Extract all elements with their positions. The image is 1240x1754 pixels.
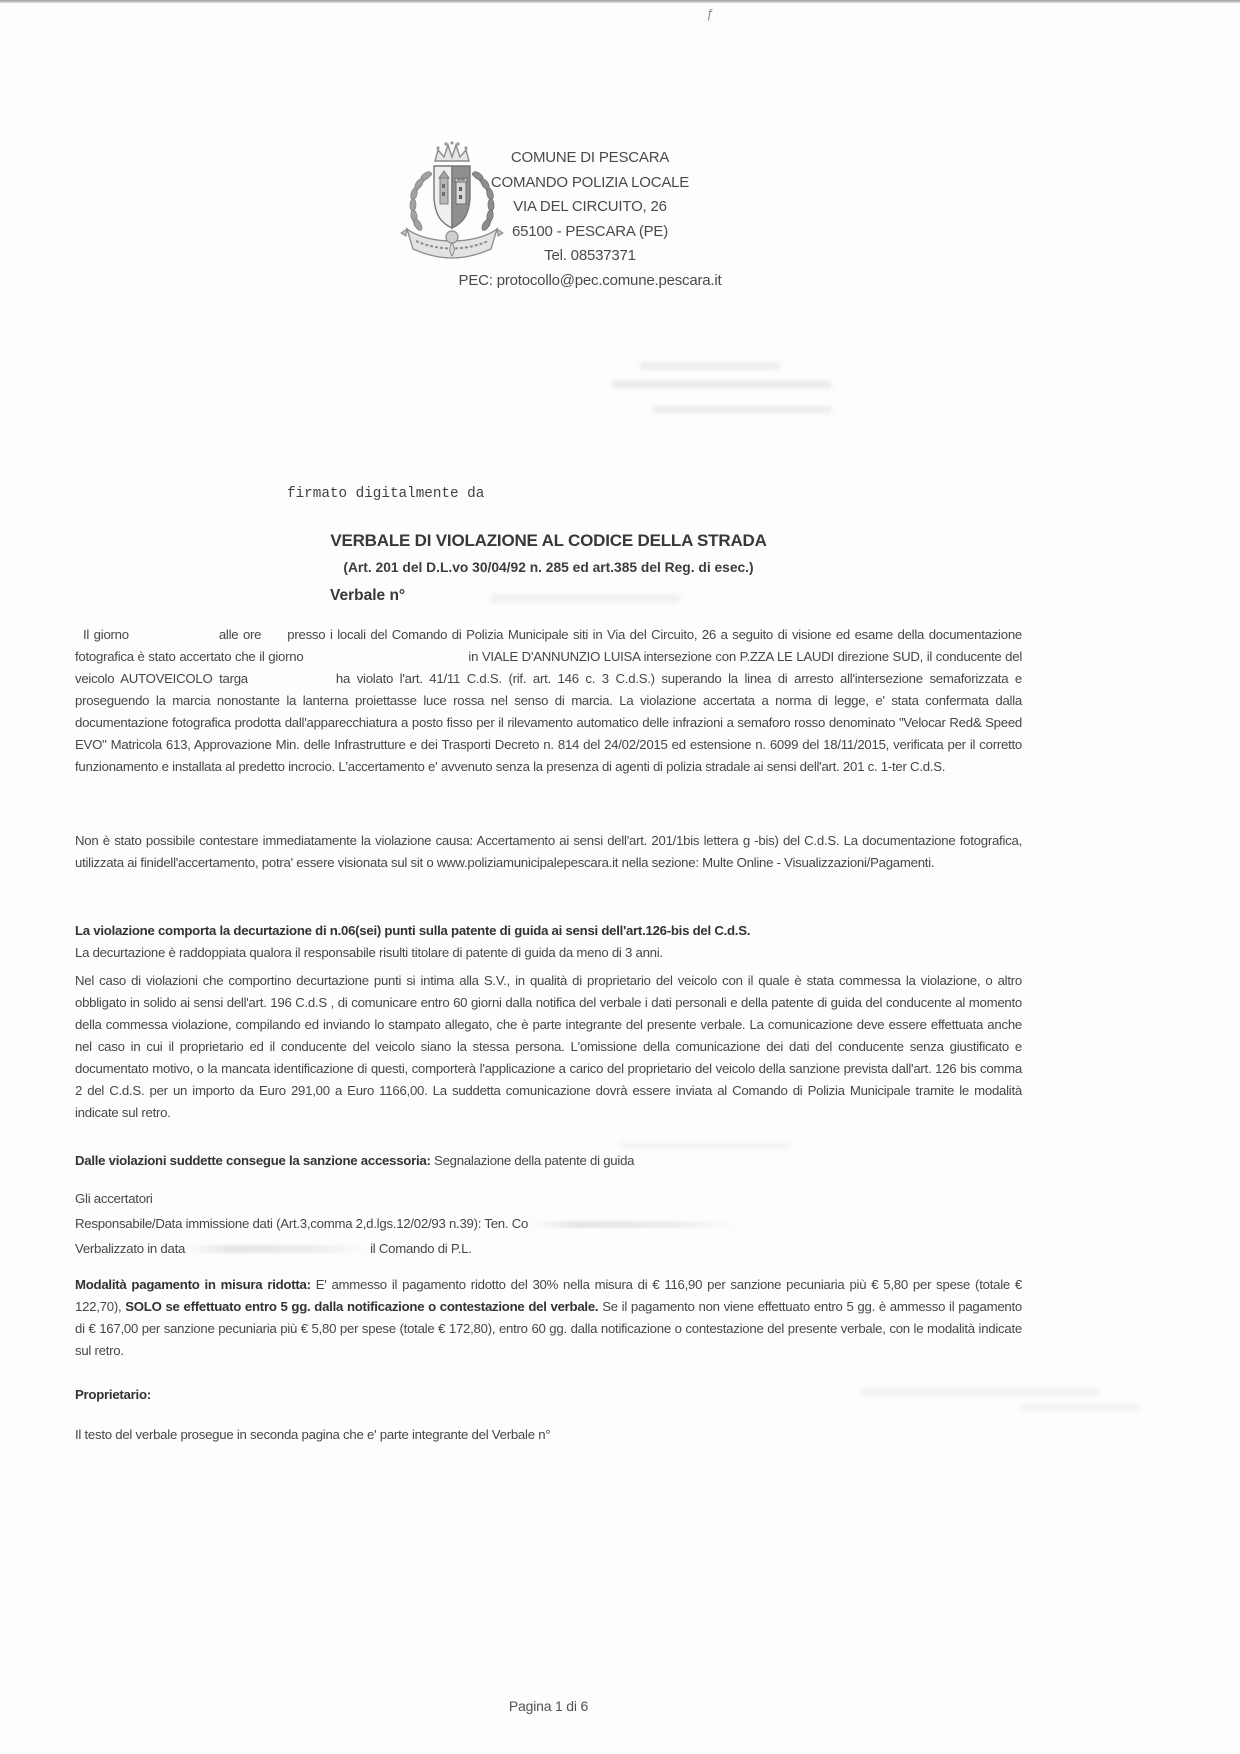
- redaction-smudge: [612, 381, 832, 388]
- payment-terms-paragraph: [75, 1274, 1022, 1362]
- owner-communication-paragraph: Nel caso di violazioni che comportino decurtazione punti si intima alla S.V., in qualità di proprietario del veicolo con il quale è stata commessa la violazione, o altro obbligato in solido ai sensi dell'art. 196 C.d.S , di comunicare entro 60 giorni dalla notifica del verbale i dati personali e della patente di guida del conducente al momento della commessa violazione, compilando ed inviando lo stampato allegato, che è parte integrante del presente verbale. La comunicazione deve essere effettuata anche nel caso in cui il proprietario ed il conducente del veicolo siano la stessa persona. L'omissione della comunicazione dei dati del conducente senza giustificato e documentato motivo, o la mancata identificazione di questi, comporterà l'applicazione a carico del proprietario del veicolo della sanzione prevista dall'art. 126 bis comma 2 del C.d.S. per un importo da Euro 291,00 a Euro 1166,00. La suddetta comunicazione dovrà essere inviata al Comando di Polizia Municipale tramite le modalità indicate sul retro.: [75, 973, 1022, 1120]
- redaction-smudge: [1020, 1404, 1140, 1410]
- payment-heading: Modalità pagamento in misura ridotta:: [75, 1277, 311, 1292]
- payment-text-2: Se il pagamento non viene effettuato entro 5 gg. è ammesso il pagamento di € 167,00 per sanzione pecuniaria più € 5,80 per spese (totale € 172,80), entro 60 gg. dalla notificazione o contestazione del presente verbale, con le modalità indicate sul retro.: [75, 1299, 1022, 1358]
- no-immediate-contest-paragraph: Non è stato possibile contestare immediatamente la violazione causa: Accertamento ai sensi dell'art. 201/1bis lettera g -bis) del C.d.S. La documentazione fotografica, utilizzata ai finidell'accertamento, potra' essere visionata sul sit o www.poliziamunicipalepescara.it nella sezione: Multe Online - Visualizzazioni/Pagamenti.: [75, 833, 1022, 870]
- p1-text-2: in VIALE D'ANNUNZIO LUISA intersezione con P.ZZA LE LAUDI direzione SUD, il conducente del veicolo AUTOVEICOLO targa: [75, 649, 1022, 686]
- p1-text-3: ha violato l'art. 41/11 C.d.S. (rif. art. 146 c. 3 C.d.S.) superando la linea di arresto all'intersezione semaforizzata e proseguendo la marcia nonostante la lanterna proiettasse luce rossa nel senso di marcia. La violazione accertata a norma di legge, e' stata confermata dalla documentazione fotografica prodotta dall'apparecchiatura a posto fisso per il rilevamento automatico delle infrazioni a semaforo rosso denominato "Velocar Red& Speed EVO" Matricola 613, Approvazione Min. delle Infrastrutture e dei Trasporti Decreto n. 814 del 24/02/2015 ed estensione n. 6099 del 18/11/2015, verificata per il corretto funzionamento e installata al predetto incrocio. L'accertamento e' avvenuto senza la presenza di agenti di polizia stradale ai sensi dell'art. 201 c. 1-ter C.d.S.: [75, 671, 1023, 774]
- points-deduction-statement: La violazione comporta la decurtazione di n.06(sei) punti sulla patente di guida ai sensi dell'art.126-bis del C.d.S.: [75, 923, 751, 938]
- payment-text-1: E' ammesso il pagamento ridotto del 30% nella misura di € 116,90 per sanzione pecuniaria più € 5,80 per spese (totale € 122,70),: [75, 1277, 1022, 1314]
- p1-day-label: Il giorno: [83, 627, 129, 642]
- data-entry-officer-line: [75, 1213, 1022, 1235]
- license-points-section: [75, 920, 1022, 1124]
- owner-label: Proprietario:: [75, 1387, 151, 1402]
- document-title: VERBALE DI VIOLAZIONE AL CODICE DELLA STRADA: [330, 531, 767, 550]
- verbalized-date-line: [75, 1238, 1022, 1260]
- verbale-number-label: Verbale n°: [330, 587, 406, 604]
- violation-description-paragraph: [75, 624, 1022, 778]
- document-subtitle: (Art. 201 del D.L.vo 30/04/92 n. 285 ed art.385 del Reg. di esec.): [343, 560, 754, 575]
- accessory-sanction-value: Segnalazione della patente di guida: [430, 1153, 635, 1168]
- accessory-sanction-line: [75, 1150, 1022, 1172]
- redaction-smudge: [652, 406, 832, 413]
- p1-text-1: presso i locali del Comando di Polizia Municipale siti in Via del Circuito, 26 a seguito di visione ed esame della documentazione fotografica è stato accertato che il giorno: [75, 627, 1022, 664]
- letterhead: [400, 146, 780, 294]
- org-department: COMANDO POLIZIA LOCALE: [490, 173, 690, 191]
- digital-signature-note: firmato digitalmente da: [287, 486, 485, 502]
- redaction-smudge: [620, 1142, 790, 1149]
- redacted-officer-name: [528, 1221, 738, 1228]
- scan-edge-artifact: [0, 0, 1240, 3]
- points-doubled-statement: La decurtazione è raddoppiata qualora il responsabile risulti titolare di patente di guida da meno di 3 anni.: [75, 945, 663, 960]
- officer-label: Responsabile/Data immissione dati (Art.3,comma 2,d.lgs.12/02/93 n.39): Ten. Co: [75, 1216, 529, 1231]
- payment-deadline-emphasis: SOLO se effettuato entro 5 gg. dalla notificazione o contestazione del verbale.: [125, 1299, 599, 1314]
- verbalized-label: Verbalizzato in data: [75, 1241, 186, 1256]
- redaction-smudge: [640, 362, 780, 370]
- redaction-smudge: [490, 594, 680, 603]
- org-name: COMUNE DI PESCARA: [510, 149, 670, 166]
- accessory-sanction-label: Dalle violazioni suddette consegue la sanzione accessoria:: [75, 1153, 431, 1168]
- org-street: VIA DEL CIRCUITO, 26: [513, 198, 667, 216]
- continuation-note: Il testo del verbale prosegue in seconda pagina che e' parte integrante del Verbale n°: [75, 1427, 551, 1442]
- page-number: Pagina 1 di 6: [508, 1698, 589, 1714]
- assessors-line: Gli accertatori: [75, 1191, 153, 1206]
- redacted-date: [185, 1245, 370, 1253]
- org-pec-email: PEC: protocollo@pec.comune.pescara.it: [458, 271, 722, 289]
- redaction-smudge: [860, 1388, 1100, 1396]
- command-signature-label: il Comando di P.L.: [370, 1241, 472, 1256]
- org-city: 65100 - PESCARA (PE): [511, 222, 669, 240]
- p1-hour-label: alle ore: [218, 627, 262, 642]
- org-phone: Tel. 08537371: [544, 247, 636, 265]
- scan-mark-artifact: ƒ: [706, 6, 714, 21]
